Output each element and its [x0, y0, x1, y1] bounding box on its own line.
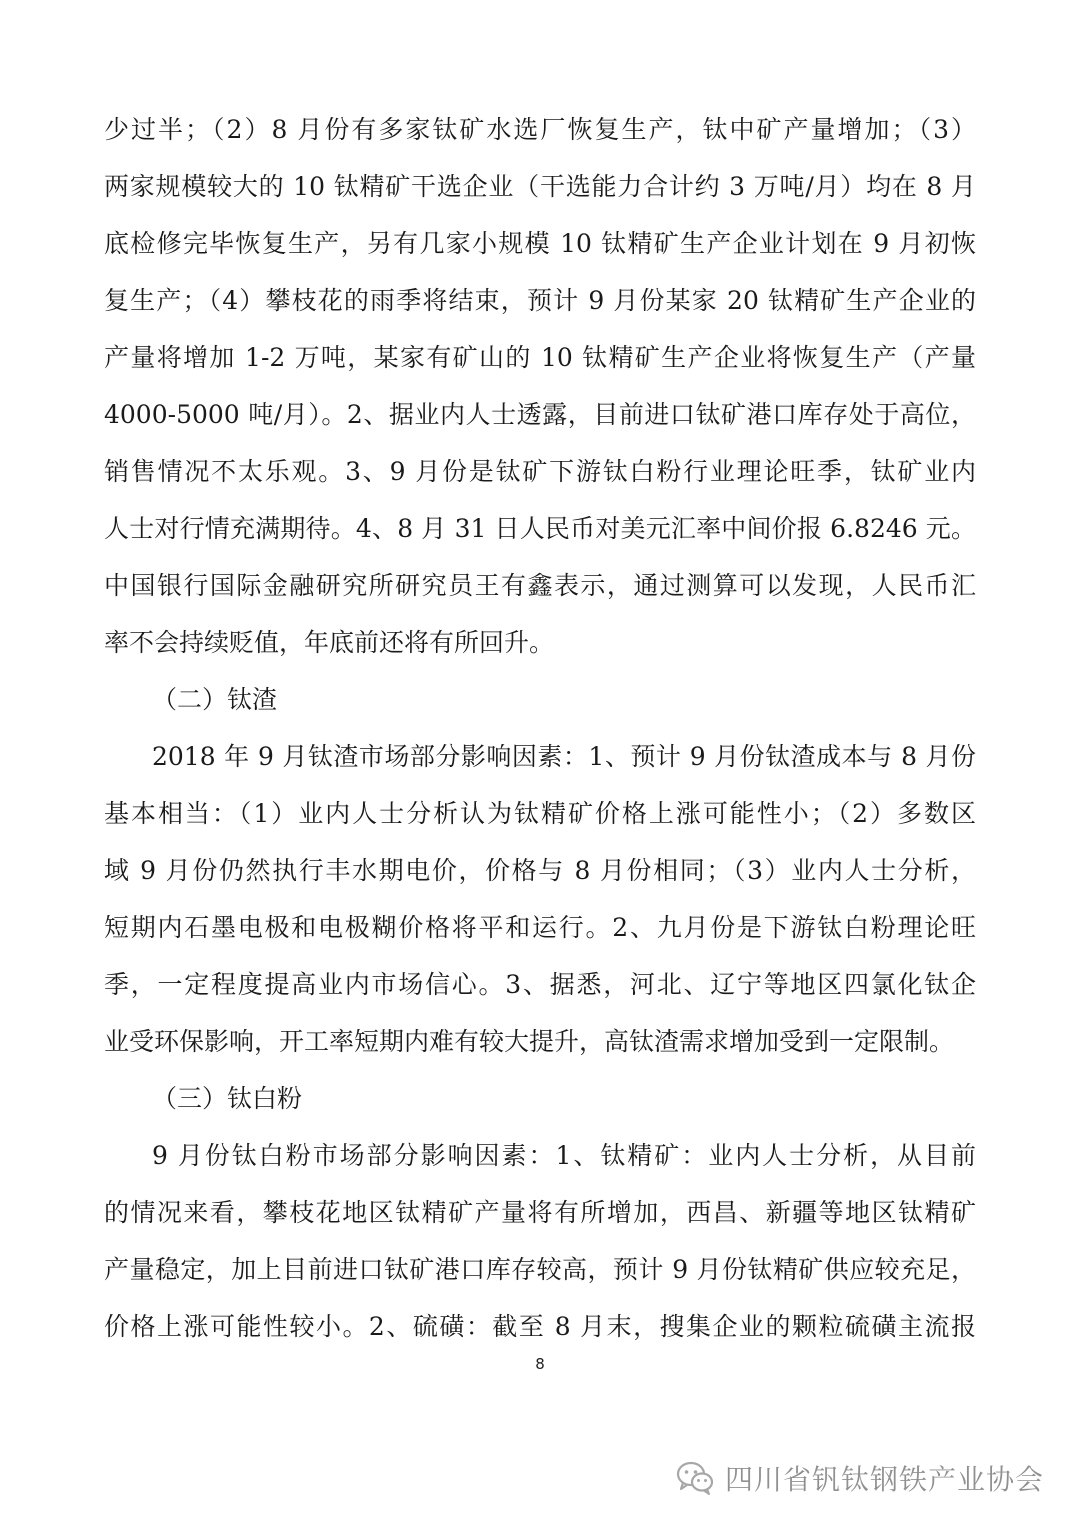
section-heading-titanium-dioxide: （三）钛白粉	[152, 1084, 303, 1113]
text-line: 底检修完毕恢复生产，另有几家小规模 10 钛精矿生产企业计划在 9 月初恢	[104, 229, 976, 258]
text-line: 9 月份钛白粉市场部分影响因素：1、钛精矿：业内人士分析，从目前	[152, 1141, 976, 1170]
text-line: 基本相当：（1）业内人士分析认为钛精矿价格上涨可能性小；（2）多数区	[104, 799, 976, 828]
text-line: 中国银行国际金融研究所研究员王有鑫表示，通过测算可以发现，人民币汇	[104, 571, 976, 600]
text-line: 复生产；（4）攀枝花的雨季将结束，预计 9 月份某家 20 钛精矿生产企业的	[104, 286, 976, 315]
text-line: 业受环保影响，开工率短期内难有较大提升，高钛渣需求增加受到一定限制。	[104, 1027, 955, 1056]
text-line: 4000-5000 吨/月）。2、据业内人士透露，目前进口钛矿港口库存处于高位，	[104, 400, 976, 429]
text-line: 销售情况不太乐观。3、9 月份是钛矿下游钛白粉行业理论旺季，钛矿业内	[104, 457, 976, 486]
text-line: 率不会持续贬值，年底前还将有所回升。	[104, 628, 555, 657]
text-line: 产量稳定，加上目前进口钛矿港口库存较高，预计 9 月份钛精矿供应较充足，	[104, 1255, 976, 1284]
text-line: 的情况来看，攀枝花地区钛精矿产量将有所增加，西昌、新疆等地区钛精矿	[104, 1198, 976, 1227]
text-line: 季，一定程度提高业内市场信心。3、据悉，河北、辽宁等地区四氯化钛企	[104, 970, 976, 999]
text-line: 价格上涨可能性较小。2、硫磺：截至 8 月末，搜集企业的颗粒硫磺主流报	[104, 1312, 976, 1341]
text-line: 域 9 月份仍然执行丰水期电价，价格与 8 月份相同；（3）业内人士分析，	[104, 856, 976, 885]
wechat-icon	[675, 1460, 715, 1496]
text-line: 少过半；（2）8 月份有多家钛矿水选厂恢复生产，钛中矿产量增加；（3）	[104, 115, 976, 144]
text-line: 产量将增加 1-2 万吨，某家有矿山的 10 钛精矿生产企业将恢复生产（产量	[104, 343, 976, 372]
watermark-text: 四川省钒钛钢铁产业协会	[724, 1463, 1044, 1496]
text-line: 两家规模较大的 10 钛精矿干选企业（干选能力合计约 3 万吨/月）均在 8 月	[104, 172, 976, 201]
text-line: 人士对行情充满期待。4、8 月 31 日人民币对美元汇率中间价报 6.8246 元。	[104, 514, 976, 543]
text-line: 2018 年 9 月钛渣市场部分影响因素：1、预计 9 月份钛渣成本与 8 月份	[152, 742, 976, 771]
page-number: 8	[535, 1355, 545, 1373]
section-heading-titanium-slag: （二）钛渣	[152, 685, 278, 714]
watermark	[675, 1456, 1044, 1500]
text-line: 短期内石墨电极和电极糊价格将平和运行。2、九月份是下游钛白粉理论旺	[104, 913, 976, 942]
